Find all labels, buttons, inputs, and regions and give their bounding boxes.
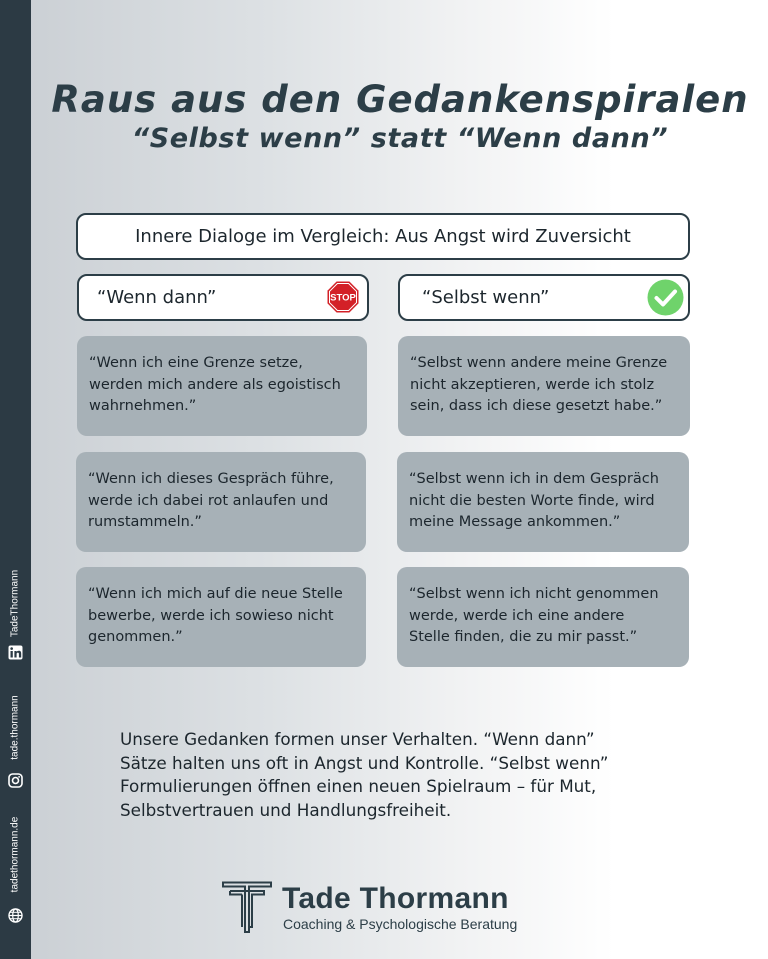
comparison-header: [76, 213, 690, 260]
instagram-icon[interactable]: [8, 773, 23, 788]
selbst-wenn-card-1: “Selbst wenn andere meine Grenze nicht akzeptieren, werde ich stolz sein, dass ich diese gesetzt habe.”: [398, 336, 690, 436]
linkedin-handle[interactable]: TadeThormann: [9, 569, 21, 638]
stop-sign-text: STOP: [330, 292, 356, 304]
wenn-dann-card-3: “Wenn ich mich auf die neue Stelle bewerbe, werde ich sowieso nicht genommen.”: [76, 567, 366, 667]
column-header-wenn-dann: [77, 274, 369, 321]
selbst-wenn-card-2: “Selbst wenn ich in dem Gespräch nicht die besten Worte finde, wird meine Message ankommen.”: [397, 452, 689, 552]
column-header-selbst-wenn: [398, 274, 690, 321]
linkedin-icon[interactable]: [8, 645, 23, 660]
comparison-header-text: Innere Dialoge im Vergleich: Aus Angst wird Zuversicht: [135, 226, 631, 247]
page-subtitle: “Selbst wenn” statt “Wenn dann”: [131, 123, 669, 154]
column-label-selbst-wenn: “Selbst wenn”: [422, 287, 550, 308]
instagram-handle[interactable]: tade.thormann: [9, 695, 21, 760]
brand-name: Tade Thormann: [282, 882, 509, 915]
page-title: Raus aus den Gedankenspiralen: [51, 78, 749, 121]
selbst-wenn-card-3: “Selbst wenn ich nicht genommen werde, werde ich eine andere Stelle finden, die zu mir passt.”: [397, 567, 689, 667]
wenn-dann-card-2: “Wenn ich dieses Gespräch führe, werde ich dabei rot anlaufen und rumstammeln.”: [76, 452, 366, 552]
summary-paragraph: Unsere Gedanken formen unser Verhalten. “Wenn dann” Sätze halten uns oft in Angst und Kontrolle. “Selbst wenn” Formulierungen öffnen einen neuen Spielraum – für Mut, Selbstvertrauen und Handlungsfreiheit.: [120, 729, 609, 820]
website-link[interactable]: tadethormann.de: [9, 816, 21, 893]
stop-sign-icon: [325, 279, 361, 315]
globe-icon[interactable]: [8, 908, 23, 923]
brand-tagline: Coaching & Psychologische Beratung: [283, 916, 518, 932]
column-label-wenn-dann: “Wenn dann”: [97, 287, 217, 308]
brand-logo-icon: [222, 881, 272, 933]
check-icon: [647, 279, 684, 316]
social-sidebar: [0, 0, 31, 959]
wenn-dann-card-1: “Wenn ich eine Grenze setze, werden mich andere als egoistisch wahrnehmen.”: [77, 336, 367, 436]
